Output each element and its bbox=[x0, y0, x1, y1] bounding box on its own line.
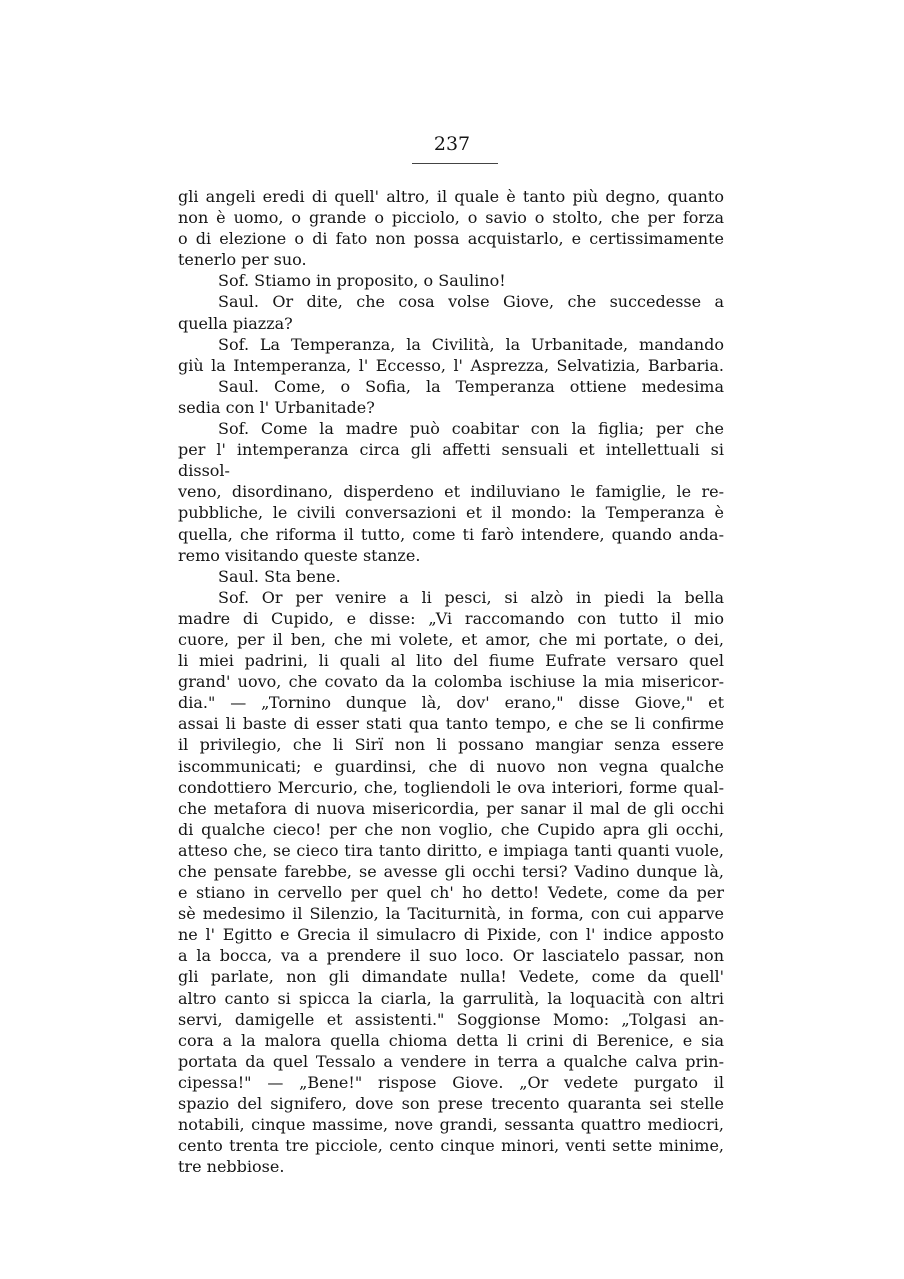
text-line: e stiano in cervello per quel ch' ho detto! Vedete, come da per bbox=[178, 883, 724, 903]
text-line: grand' uovo, che covato da la colomba ischiuse la mia misericor- bbox=[178, 672, 724, 692]
text-line: assai li baste di esser stati qua tanto tempo, e che se li confirme bbox=[178, 714, 724, 734]
text-line: o di elezione o di fato non possa acquistarlo, e certissimamente bbox=[178, 229, 724, 249]
text-line: Saul. Or dite, che cosa volse Giove, che succedesse a bbox=[218, 292, 724, 312]
text-line: sè medesimo il Silenzio, la Taciturnità, in forma, con cui apparve bbox=[178, 904, 724, 924]
text-line: tenerlo per suo. bbox=[178, 250, 307, 270]
text-line: Sof. Stiamo in proposito, o Saulino! bbox=[218, 271, 506, 291]
text-line: li miei padrini, li quali al lito del fiume Eufrate versaro quel bbox=[178, 651, 724, 671]
text-line: atteso che, se cieco tira tanto diritto, e impiaga tanti quanti vuole, bbox=[178, 840, 724, 860]
text-line: Sof. Or per venire a li pesci, si alzò in piedi la bella bbox=[218, 587, 724, 607]
text-line: che pensate farebbe, se avesse gli occhi tersi? Vadino dunque là, bbox=[178, 862, 724, 881]
text-line: pubbliche, le civili conversazioni et il mondo: la Temperanza è bbox=[178, 503, 724, 523]
text-line: Saul. Sta bene. bbox=[218, 566, 341, 586]
text-line: veno, disordinano, disperdeno et indiluviano le famiglie, le re- bbox=[178, 482, 724, 502]
body-text bbox=[178, 186, 724, 1177]
text-line: cuore, per il ben, che mi volete, et amor, che mi portate, o dei, bbox=[178, 629, 724, 649]
text-line: Saul. Come, o Sofia, la Temperanza ottiene medesima bbox=[218, 376, 724, 396]
text-line: giù la Intemperanza, l' Eccesso, l' Asprezza, Selvatizia, Barbaria. bbox=[178, 355, 724, 375]
text-line: gli parlate, non gli dimandate nulla! Vedete, come da quell' bbox=[178, 967, 724, 987]
text-line: cipessa!" — „Bene!" rispose Giove. „Or vedete purgato il bbox=[178, 1072, 724, 1092]
text-line: il privilegio, che li Sirï non li possano mangiar senza essere bbox=[178, 735, 724, 755]
header-rule bbox=[412, 163, 498, 164]
text-line: Sof. La Temperanza, la Civilità, la Urbanitade, mandando bbox=[218, 334, 724, 354]
text-line: sedia con l' Urbanitade? bbox=[178, 397, 375, 417]
text-line: servi, damigelle et assistenti." Soggionse Momo: „Tolgasi an- bbox=[178, 1009, 724, 1029]
text-line: cora a la malora quella chioma detta li crini di Berenice, e sia bbox=[178, 1030, 724, 1050]
text-line: cento trenta tre picciole, cento cinque minori, venti sette minime, bbox=[178, 1136, 724, 1156]
text-line: quella, che riforma il tutto, come ti farò intendere, quando anda- bbox=[178, 524, 724, 544]
text-line: altro canto si spicca la ciarla, la garrulità, la loquacità con altri bbox=[178, 988, 724, 1008]
text-line: gli angeli eredi di quell' altro, il quale è tanto più degno, quanto bbox=[178, 187, 724, 206]
text-line: tre nebbiose. bbox=[178, 1157, 285, 1177]
text-line: condottiero Mercurio, che, togliendoli le ova interiori, forme qual- bbox=[178, 777, 724, 797]
text-line: quella piazza? bbox=[178, 313, 293, 333]
text-line: non è uomo, o grande o picciolo, o savio o stolto, che per forza bbox=[178, 208, 724, 228]
text-line: Sof. Come la madre può coabitar con la figlia; per che bbox=[218, 419, 724, 439]
text-line: che metafora di nuova misericordia, per sanar il mal de gli occhi bbox=[178, 798, 724, 818]
text-line: dia." — „Tornino dunque là, dov' erano," disse Giove," et bbox=[178, 693, 724, 713]
text-line: portata da quel Tessalo a vendere in terra a qualche calva prin- bbox=[178, 1051, 724, 1071]
text-line: remo visitando queste stanze. bbox=[178, 545, 421, 565]
page-number: 237 bbox=[433, 133, 471, 155]
text-line: notabili, cinque massime, nove grandi, sessanta quattro mediocri, bbox=[178, 1115, 724, 1135]
text-line: ne l' Egitto e Grecia il simulacro di Pixide, con l' indice apposto bbox=[178, 925, 724, 945]
text-line: per l' intemperanza circa gli affetti sensuali et intellettuali si dissol- bbox=[178, 440, 724, 481]
text-line: iscommunicati; e guardinsi, che di nuovo non vegna qualche bbox=[178, 756, 724, 776]
text-line: madre di Cupido, e disse: „Vi raccomando con tutto il mio bbox=[178, 608, 724, 628]
text-line: a la bocca, va a prendere il suo loco. Or lasciatelo passar, non bbox=[178, 946, 724, 966]
text-line: spazio del signifero, dove son prese trecento quaranta sei stelle bbox=[178, 1094, 724, 1114]
text-line: di qualche cieco! per che non voglio, che Cupido apra gli occhi, bbox=[178, 819, 724, 839]
